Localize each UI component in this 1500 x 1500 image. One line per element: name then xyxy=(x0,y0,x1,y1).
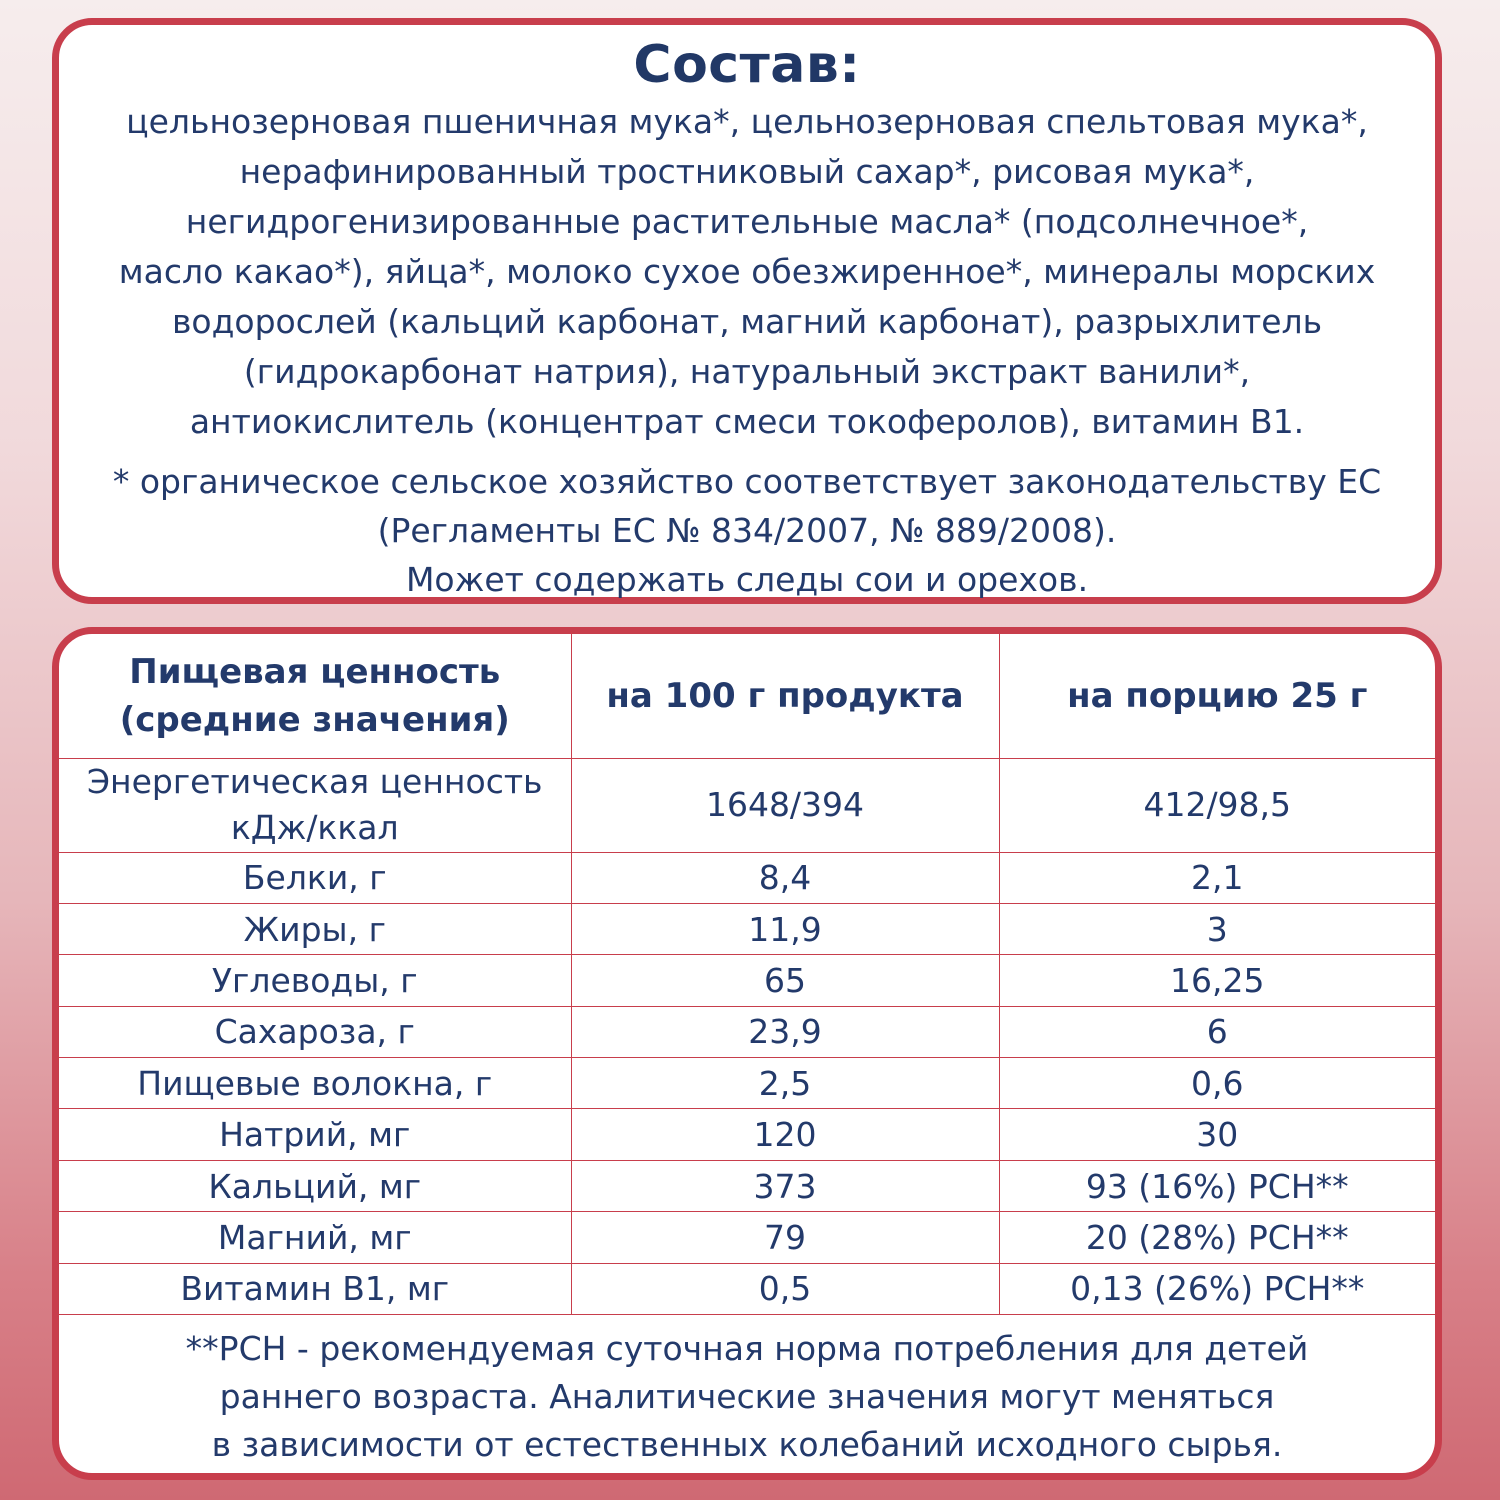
row-per-100g: 0,5 xyxy=(571,1263,999,1314)
row-per-100g: 65 xyxy=(571,955,999,1006)
row-per-portion: 2,1 xyxy=(999,852,1435,903)
composition-note-line: (Регламенты ЕС № 834/2007, № 889/2008). xyxy=(377,511,1117,550)
row-per-portion: 93 (16%) РСН** xyxy=(999,1160,1435,1211)
header-per-100g: на 100 г продукта xyxy=(571,634,999,758)
row-per-100g: 23,9 xyxy=(571,1006,999,1057)
table-row xyxy=(59,1263,1435,1314)
row-per-portion: 20 (28%) РСН** xyxy=(999,1212,1435,1263)
row-per-100g: 11,9 xyxy=(571,903,999,954)
footnote-line: раннего возраста. Аналитические значения могут меняться xyxy=(219,1377,1275,1417)
row-per-100g: 120 xyxy=(571,1109,999,1160)
row-label: Магний, мг xyxy=(59,1212,571,1263)
row-label: Сахароза, г xyxy=(59,1006,571,1057)
row-per-portion: 16,25 xyxy=(999,955,1435,1006)
table-row xyxy=(59,1160,1435,1211)
row-per-portion: 0,13 (26%) РСН** xyxy=(999,1263,1435,1314)
composition-card xyxy=(52,18,1442,604)
table-row xyxy=(59,903,1435,954)
composition-line: масло какао*), яйца*, молоко сухое обезжиренное*, минералы морских xyxy=(118,252,1376,291)
composition-line: антиокислитель (концентрат смеси токоферолов), витамин В1. xyxy=(189,402,1305,441)
row-label: Кальций, мг xyxy=(59,1160,571,1211)
header-nutrition-line2: (средние значения) xyxy=(119,699,510,740)
row-label: Витамин В1, мг xyxy=(59,1263,571,1314)
composition-note-line: * органическое сельское хозяйство соответствует законодательству ЕС xyxy=(112,462,1382,501)
nutrition-footnote xyxy=(59,1315,1435,1469)
energy-label-line1: Энергетическая ценность xyxy=(86,762,543,801)
row-per-100g: 8,4 xyxy=(571,852,999,903)
row-label: Углеводы, г xyxy=(59,955,571,1006)
composition-note-line: Может содержать следы сои и орехов. xyxy=(405,560,1089,599)
row-label: Пищевые волокна, г xyxy=(59,1058,571,1109)
row-label: Жиры, г xyxy=(59,903,571,954)
row-per-100g: 79 xyxy=(571,1212,999,1263)
composition-text xyxy=(69,97,1425,447)
nutrition-table xyxy=(59,634,1435,1315)
table-row xyxy=(59,955,1435,1006)
footnote-line: **РСН - рекомендуемая суточная норма потребления для детей xyxy=(185,1329,1309,1369)
row-label: Натрий, мг xyxy=(59,1109,571,1160)
energy-per-100g: 1648/394 xyxy=(571,758,999,852)
header-nutrition-line1: Пищевая ценность xyxy=(129,651,501,692)
composition-title: Состав: xyxy=(633,35,861,95)
row-label: Белки, г xyxy=(59,852,571,903)
composition-line: цельнозерновая пшеничная мука*, цельнозерновая спельтовая мука*, xyxy=(126,102,1368,141)
composition-line: водорослей (кальций карбонат, магний карбонат), разрыхлитель xyxy=(171,302,1323,341)
table-row xyxy=(59,1058,1435,1109)
table-row-energy xyxy=(59,758,1435,852)
row-per-100g: 2,5 xyxy=(571,1058,999,1109)
table-row xyxy=(59,852,1435,903)
table-row xyxy=(59,1006,1435,1057)
table-header-row xyxy=(59,634,1435,758)
energy-per-portion: 412/98,5 xyxy=(999,758,1435,852)
nutrition-card xyxy=(52,627,1442,1480)
row-per-portion: 6 xyxy=(999,1006,1435,1057)
energy-label xyxy=(59,758,571,852)
composition-line: негидрогенизированные растительные масла* (подсолнечное*, xyxy=(185,202,1309,241)
footnote-line: в зависимости от естественных колебаний исходного сырья. xyxy=(211,1425,1283,1465)
table-row xyxy=(59,1212,1435,1263)
composition-note xyxy=(69,457,1425,604)
composition-line: нерафинированный тростниковый сахар*, рисовая мука*, xyxy=(239,152,1255,191)
header-nutrition-value xyxy=(59,634,571,758)
row-per-100g: 373 xyxy=(571,1160,999,1211)
row-per-portion: 3 xyxy=(999,903,1435,954)
row-per-portion: 0,6 xyxy=(999,1058,1435,1109)
composition-line: (гидрокарбонат натрия), натуральный экстракт ванили*, xyxy=(243,352,1251,391)
header-per-portion: на порцию 25 г xyxy=(999,634,1435,758)
energy-label-line2: кДж/ккал xyxy=(230,808,399,847)
table-row xyxy=(59,1109,1435,1160)
row-per-portion: 30 xyxy=(999,1109,1435,1160)
